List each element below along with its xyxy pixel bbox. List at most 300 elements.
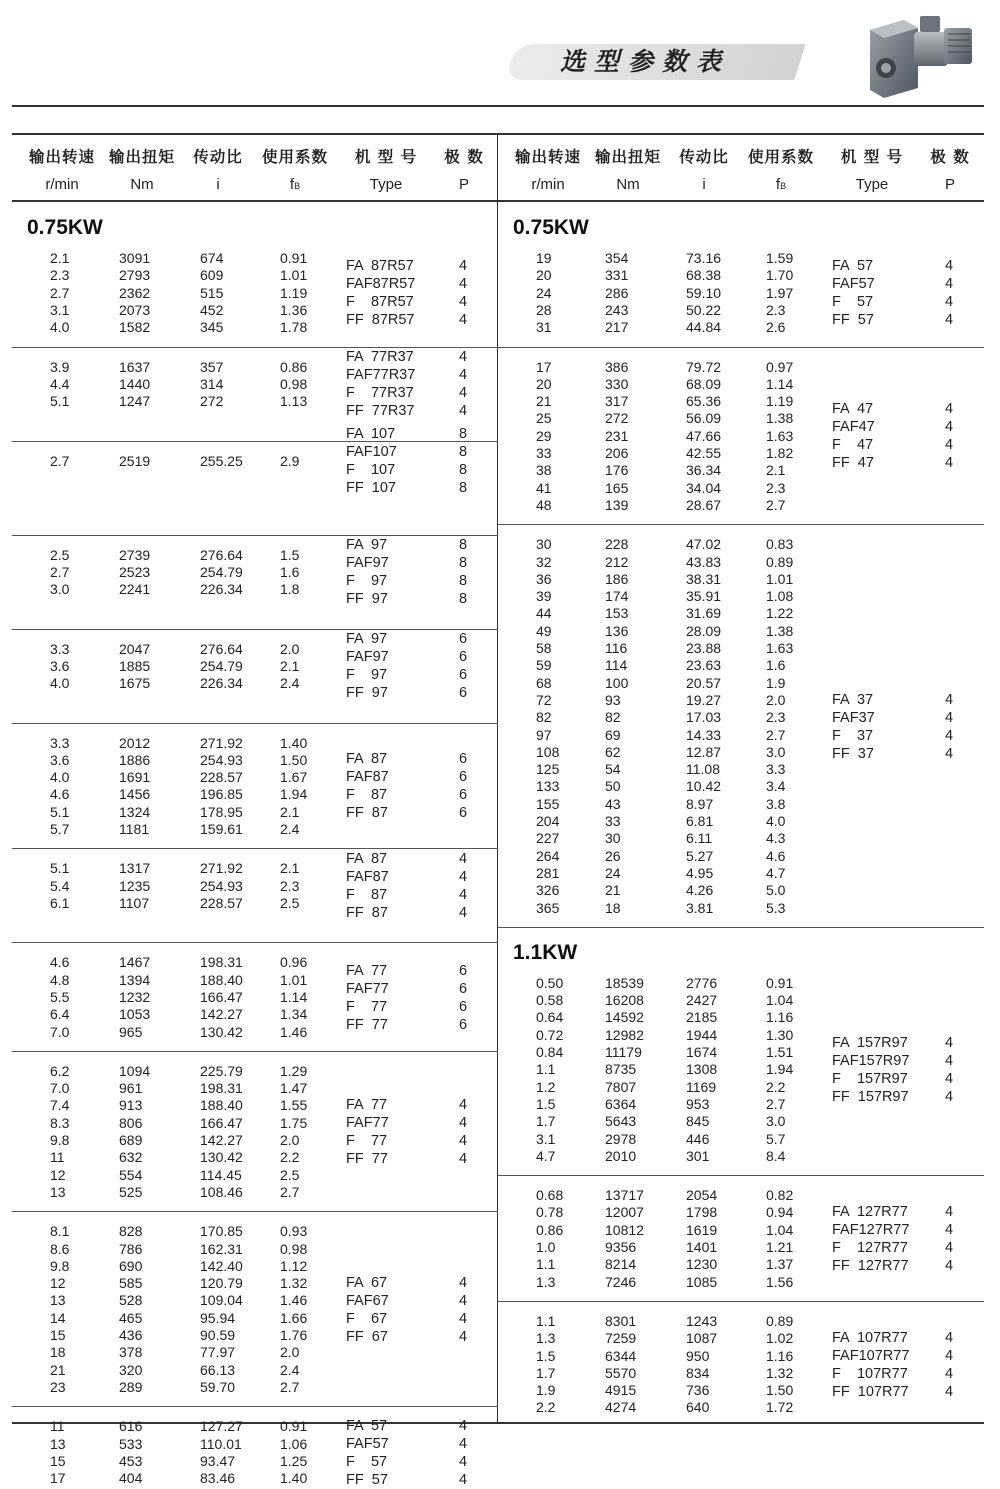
type-line bbox=[498, 1088, 984, 1106]
ratio-cell: 2776 bbox=[686, 974, 718, 991]
speed-cell: 8.3 bbox=[50, 1114, 70, 1131]
type-pole: 4 bbox=[459, 1310, 468, 1327]
type-pole: 4 bbox=[459, 1151, 468, 1167]
type-pole: 4 bbox=[945, 1070, 954, 1087]
header-ratio-unit: i bbox=[702, 176, 706, 193]
ratio-cell: 254.79 bbox=[200, 657, 243, 674]
type-model: FA 77 bbox=[346, 962, 388, 979]
group-separator bbox=[12, 723, 498, 724]
type-model: F 97 bbox=[346, 667, 388, 684]
speed-cell: 31 bbox=[536, 319, 552, 336]
factor-cell: 1.63 bbox=[766, 640, 794, 656]
torque-cell: 330 bbox=[605, 375, 629, 392]
ratio-cell: 56.09 bbox=[686, 410, 722, 427]
speed-cell: 0.50 bbox=[536, 974, 564, 991]
type-model: F 37 bbox=[832, 727, 874, 744]
type-pole: 4 bbox=[945, 1365, 954, 1382]
torque-cell: 212 bbox=[605, 553, 629, 570]
type-line bbox=[498, 709, 984, 727]
speed-cell: 2.7 bbox=[50, 452, 70, 469]
speed-cell: 33 bbox=[536, 445, 552, 461]
type-pole: 4 bbox=[459, 1435, 468, 1452]
speed-cell: 0.78 bbox=[536, 1204, 564, 1221]
ratio-cell: 109.04 bbox=[200, 1292, 243, 1309]
type-line bbox=[498, 418, 984, 436]
ratio-cell: 19.27 bbox=[686, 691, 722, 708]
type-line bbox=[498, 311, 984, 329]
speed-cell: 97 bbox=[536, 726, 552, 743]
torque-cell: 33 bbox=[605, 813, 621, 829]
torque-cell: 786 bbox=[119, 1240, 143, 1257]
type-pole: 8 bbox=[459, 573, 468, 590]
speed-cell: 20 bbox=[536, 267, 552, 284]
ratio-cell: 1944 bbox=[686, 1026, 718, 1043]
factor-cell: 0.91 bbox=[280, 1418, 308, 1435]
speed-cell: 41 bbox=[536, 479, 552, 496]
type-line bbox=[12, 384, 498, 402]
group-separator bbox=[498, 1175, 984, 1176]
type-pole: 8 bbox=[459, 480, 468, 497]
type-line bbox=[498, 1383, 984, 1401]
table-row bbox=[12, 1241, 332, 1258]
factor-cell: 3.4 bbox=[766, 778, 786, 795]
ratio-cell: 3.81 bbox=[686, 899, 714, 916]
factor-cell: 0.89 bbox=[766, 1312, 794, 1329]
type-line bbox=[498, 1239, 984, 1257]
torque-cell: 2523 bbox=[119, 563, 151, 580]
header-speed-unit: r/min bbox=[45, 176, 79, 193]
type-line bbox=[12, 402, 498, 420]
type-model: F 77 bbox=[346, 1133, 388, 1149]
ratio-cell: 166.47 bbox=[200, 1114, 243, 1131]
speed-cell: 82 bbox=[536, 709, 552, 726]
torque-cell: 231 bbox=[605, 427, 629, 444]
type-pole: 4 bbox=[459, 1328, 468, 1345]
torque-cell: 2978 bbox=[605, 1130, 637, 1147]
type-line bbox=[12, 479, 498, 497]
type-line bbox=[12, 886, 498, 904]
header-pole bbox=[434, 146, 494, 196]
factor-cell: 2.1 bbox=[280, 803, 300, 820]
type-model: FAF107R77 bbox=[832, 1347, 910, 1364]
speed-cell: 48 bbox=[536, 496, 552, 513]
type-pole: 4 bbox=[459, 294, 468, 311]
torque-cell: 2010 bbox=[605, 1147, 637, 1164]
header-speed bbox=[506, 146, 590, 196]
type-model: FA 87 bbox=[346, 751, 388, 768]
ratio-cell: 276.64 bbox=[200, 640, 243, 657]
ratio-cell: 31.69 bbox=[686, 605, 722, 622]
speed-cell: 4.6 bbox=[50, 954, 70, 971]
type-line bbox=[12, 768, 498, 786]
speed-cell: 264 bbox=[536, 847, 560, 864]
factor-cell: 3.3 bbox=[766, 761, 786, 778]
table-row bbox=[498, 376, 818, 393]
ratio-cell: 1401 bbox=[686, 1239, 718, 1255]
torque-cell: 1885 bbox=[119, 657, 151, 674]
speed-cell: 0.68 bbox=[536, 1187, 564, 1204]
type-line bbox=[12, 536, 498, 554]
torque-cell: 386 bbox=[605, 358, 629, 375]
type-model: FA 37 bbox=[832, 691, 874, 708]
speed-cell: 0.64 bbox=[536, 1009, 564, 1026]
type-pole: 4 bbox=[945, 1383, 954, 1400]
table-row bbox=[498, 497, 818, 514]
table-row bbox=[498, 1274, 818, 1291]
ratio-cell: 66.13 bbox=[200, 1361, 236, 1378]
torque-cell: 289 bbox=[119, 1378, 143, 1395]
type-model: FF 107R77 bbox=[832, 1383, 909, 1400]
type-pole: 4 bbox=[945, 455, 954, 472]
factor-cell: 0.94 bbox=[766, 1204, 794, 1221]
factor-cell: 1.01 bbox=[280, 971, 308, 988]
factor-cell: 1.13 bbox=[280, 393, 308, 410]
type-line bbox=[12, 1114, 498, 1132]
header-rule bbox=[12, 200, 984, 202]
type-line bbox=[12, 257, 498, 275]
ratio-cell: 159.61 bbox=[200, 821, 243, 837]
ratio-cell: 47.02 bbox=[686, 536, 722, 553]
factor-cell: 1.40 bbox=[280, 734, 308, 751]
torque-cell: 317 bbox=[605, 393, 629, 410]
torque-cell: 139 bbox=[605, 496, 629, 513]
type-model: FAF157R97 bbox=[832, 1052, 910, 1069]
torque-cell: 828 bbox=[119, 1223, 143, 1240]
type-line bbox=[12, 980, 498, 998]
speed-cell: 24 bbox=[536, 284, 552, 301]
type-pole: 4 bbox=[945, 419, 954, 436]
type-model: FA 87 bbox=[346, 851, 388, 868]
type-pole: 4 bbox=[945, 709, 954, 726]
type-line bbox=[498, 1329, 984, 1347]
factor-cell: 2.1 bbox=[280, 657, 300, 674]
speed-cell: 3.1 bbox=[536, 1130, 556, 1147]
type-model: FAF77 bbox=[346, 980, 389, 997]
torque-cell: 228 bbox=[605, 536, 629, 553]
type-line bbox=[12, 648, 498, 666]
header-pole-unit: P bbox=[944, 176, 955, 193]
torque-cell: 1053 bbox=[119, 1006, 151, 1023]
torque-cell: 1394 bbox=[119, 971, 151, 988]
speed-cell: 155 bbox=[536, 795, 560, 812]
torque-cell: 243 bbox=[605, 301, 629, 318]
type-line bbox=[12, 443, 498, 461]
factor-cell: 1.55 bbox=[280, 1097, 308, 1114]
factor-cell: 0.82 bbox=[766, 1187, 794, 1204]
type-pole: 6 bbox=[459, 751, 468, 768]
ratio-cell: 953 bbox=[686, 1095, 710, 1112]
torque-cell: 1181 bbox=[119, 821, 150, 837]
type-pole: 4 bbox=[459, 258, 468, 275]
type-line bbox=[12, 962, 498, 980]
header-type-zh: 机 型 号 bbox=[354, 148, 418, 166]
ratio-cell: 188.40 bbox=[200, 1097, 243, 1114]
factor-cell: 0.83 bbox=[766, 536, 794, 553]
table-row bbox=[498, 588, 818, 605]
table-row bbox=[12, 1258, 332, 1275]
speed-cell: 17 bbox=[50, 1470, 66, 1487]
factor-cell: 1.38 bbox=[766, 622, 794, 639]
speed-cell: 4.8 bbox=[50, 971, 70, 988]
type-line bbox=[498, 1365, 984, 1383]
ratio-cell: 68.09 bbox=[686, 375, 722, 392]
header-factor bbox=[739, 146, 823, 196]
torque-cell: 404 bbox=[119, 1470, 143, 1487]
torque-cell: 24 bbox=[605, 864, 621, 881]
speed-cell: 5.1 bbox=[50, 803, 70, 820]
ratio-cell: 834 bbox=[686, 1364, 710, 1381]
ratio-cell: 83.46 bbox=[200, 1470, 236, 1487]
torque-cell: 18 bbox=[605, 899, 621, 916]
ratio-cell: 1798 bbox=[686, 1204, 718, 1221]
torque-cell: 1582 bbox=[119, 319, 151, 336]
speed-cell: 30 bbox=[536, 536, 552, 553]
speed-cell: 4.4 bbox=[50, 375, 70, 392]
torque-cell: 4915 bbox=[605, 1382, 637, 1399]
type-pole: 6 bbox=[459, 998, 468, 1015]
speed-cell: 3.1 bbox=[50, 301, 70, 318]
header-type bbox=[341, 146, 431, 196]
speed-cell: 2.5 bbox=[50, 546, 70, 563]
ratio-cell: 198.31 bbox=[200, 954, 243, 971]
torque-cell: 3091 bbox=[119, 250, 151, 266]
group-separator bbox=[12, 1051, 498, 1052]
speed-cell: 326 bbox=[536, 882, 560, 899]
type-pole: 4 bbox=[945, 1088, 954, 1105]
speed-cell: 1.0 bbox=[536, 1239, 556, 1255]
ratio-cell: 1087 bbox=[686, 1330, 718, 1347]
type-line bbox=[12, 868, 498, 886]
torque-cell: 11179 bbox=[605, 1044, 642, 1060]
factor-cell: 1.50 bbox=[766, 1382, 794, 1399]
type-line bbox=[12, 1471, 498, 1489]
ratio-cell: 162.31 bbox=[200, 1240, 243, 1257]
group-separator bbox=[12, 347, 498, 348]
factor-cell: 1.36 bbox=[280, 301, 308, 318]
factor-cell: 2.0 bbox=[280, 1344, 300, 1361]
speed-cell: 133 bbox=[536, 778, 560, 795]
factor-cell: 2.9 bbox=[280, 452, 300, 469]
type-line bbox=[498, 1203, 984, 1221]
type-pole: 4 bbox=[459, 905, 468, 922]
type-model: FF 47 bbox=[832, 455, 874, 472]
type-pole: 4 bbox=[945, 691, 954, 708]
factor-cell: 2.2 bbox=[280, 1149, 300, 1166]
factor-cell: 1.63 bbox=[766, 427, 794, 444]
type-model: FF 127R77 bbox=[832, 1258, 909, 1274]
speed-cell: 227 bbox=[536, 830, 560, 847]
factor-cell: 1.19 bbox=[280, 284, 308, 301]
torque-cell: 82 bbox=[605, 709, 621, 726]
ratio-cell: 127.27 bbox=[200, 1418, 243, 1435]
torque-cell: 21 bbox=[605, 882, 621, 899]
factor-cell: 2.7 bbox=[766, 496, 786, 513]
section-title: 1.1KW bbox=[513, 940, 578, 964]
type-pole: 6 bbox=[459, 787, 468, 804]
ratio-cell: 68.38 bbox=[686, 267, 722, 284]
torque-cell: 136 bbox=[605, 622, 629, 639]
ratio-cell: 59.70 bbox=[200, 1378, 236, 1395]
speed-cell: 49 bbox=[536, 622, 552, 639]
type-model: F 107R77 bbox=[832, 1365, 908, 1382]
group-separator bbox=[498, 347, 984, 348]
torque-cell: 16208 bbox=[605, 992, 644, 1009]
torque-cell: 10812 bbox=[605, 1221, 644, 1238]
factor-cell: 3.0 bbox=[766, 743, 786, 760]
type-pole: 8 bbox=[459, 444, 468, 461]
ratio-cell: 59.10 bbox=[686, 284, 722, 301]
table-row bbox=[498, 605, 818, 622]
type-line bbox=[12, 572, 498, 590]
torque-cell: 1675 bbox=[119, 675, 151, 692]
group-separator bbox=[12, 848, 498, 849]
speed-cell: 1.1 bbox=[536, 1312, 556, 1329]
type-pole: 4 bbox=[459, 851, 468, 868]
type-model: FA 107R77 bbox=[832, 1329, 908, 1346]
speed-cell: 125 bbox=[536, 761, 560, 778]
torque-cell: 2362 bbox=[119, 284, 151, 301]
torque-cell: 1637 bbox=[119, 358, 151, 375]
header-torque bbox=[100, 146, 184, 196]
type-model: FAF97 bbox=[346, 649, 389, 666]
factor-cell: 1.75 bbox=[280, 1114, 308, 1131]
speed-cell: 15 bbox=[50, 1452, 66, 1469]
speed-cell: 9.8 bbox=[50, 1132, 70, 1148]
type-pole: 4 bbox=[945, 276, 954, 293]
ratio-cell: 674 bbox=[200, 250, 224, 266]
speed-cell: 4.7 bbox=[536, 1147, 556, 1164]
page-title: 选型参数表 bbox=[560, 47, 731, 76]
speed-cell: 1.3 bbox=[536, 1273, 556, 1290]
speed-cell: 1.1 bbox=[536, 1061, 556, 1078]
type-pole: 4 bbox=[945, 1347, 954, 1364]
table-row bbox=[498, 675, 818, 692]
ratio-cell: 255.25 bbox=[200, 452, 243, 469]
speed-cell: 17 bbox=[536, 358, 552, 375]
torque-cell: 632 bbox=[119, 1149, 143, 1166]
type-model: FAF77R37 bbox=[346, 367, 416, 384]
factor-cell: 1.16 bbox=[766, 1009, 794, 1026]
type-pole: 8 bbox=[459, 426, 468, 443]
type-model: FF 77 bbox=[346, 1016, 388, 1033]
ratio-cell: 93.47 bbox=[200, 1452, 236, 1469]
header-ratio-unit: i bbox=[216, 176, 220, 193]
type-model: FAF87 bbox=[346, 769, 389, 786]
speed-cell: 7.0 bbox=[50, 1080, 70, 1097]
type-pole: 6 bbox=[459, 980, 468, 997]
table-row bbox=[498, 480, 818, 497]
header-pole-zh: 极 数 bbox=[444, 148, 484, 166]
torque-cell: 186 bbox=[605, 570, 629, 587]
speed-cell: 29 bbox=[536, 427, 552, 444]
torque-cell: 2519 bbox=[119, 452, 151, 469]
type-model: FA 57 bbox=[832, 258, 874, 275]
factor-cell: 0.91 bbox=[280, 250, 308, 266]
torque-cell: 965 bbox=[119, 1023, 143, 1040]
speed-cell: 2.3 bbox=[50, 267, 70, 284]
type-pole: 4 bbox=[459, 367, 468, 384]
torque-cell: 616 bbox=[119, 1418, 143, 1435]
speed-cell: 4.0 bbox=[50, 769, 70, 786]
table-row bbox=[498, 778, 818, 795]
type-model: F 57 bbox=[832, 294, 874, 311]
factor-cell: 1.5 bbox=[280, 546, 300, 563]
table-row bbox=[12, 1344, 332, 1361]
ratio-cell: 357 bbox=[200, 358, 224, 375]
type-line bbox=[498, 1257, 984, 1275]
type-line bbox=[498, 400, 984, 418]
table-row bbox=[498, 882, 818, 899]
speed-cell: 13 bbox=[50, 1183, 66, 1200]
ratio-cell: 950 bbox=[686, 1347, 710, 1364]
header-torque-unit: Nm bbox=[130, 176, 154, 193]
torque-cell: 30 bbox=[605, 830, 621, 847]
factor-cell: 5.7 bbox=[766, 1130, 786, 1147]
ratio-cell: 90.59 bbox=[200, 1327, 236, 1343]
header-type bbox=[827, 146, 917, 196]
speed-cell: 15 bbox=[50, 1327, 66, 1343]
factor-cell: 1.02 bbox=[766, 1330, 794, 1347]
torque-cell: 1886 bbox=[119, 751, 151, 768]
speed-cell: 68 bbox=[536, 674, 552, 691]
group-separator bbox=[12, 1211, 498, 1212]
section-title: 0.75KW bbox=[513, 216, 589, 239]
ratio-cell: 2054 bbox=[686, 1187, 718, 1204]
speed-cell: 1.5 bbox=[536, 1347, 556, 1364]
table-row bbox=[498, 848, 818, 865]
type-model: F 87 bbox=[346, 887, 388, 904]
type-pole: 4 bbox=[459, 349, 468, 366]
type-model: FA 87R57 bbox=[346, 258, 414, 275]
torque-cell: 116 bbox=[605, 640, 628, 656]
factor-cell: 0.96 bbox=[280, 954, 308, 971]
speed-cell: 1.5 bbox=[536, 1095, 556, 1112]
table-row bbox=[498, 975, 818, 992]
ratio-cell: 4.95 bbox=[686, 864, 714, 881]
torque-cell: 1094 bbox=[119, 1062, 151, 1079]
ratio-cell: 8.97 bbox=[686, 795, 714, 812]
torque-cell: 961 bbox=[119, 1080, 143, 1097]
torque-cell: 13717 bbox=[605, 1187, 644, 1204]
speed-cell: 20 bbox=[536, 375, 552, 392]
header-speed-unit: r/min bbox=[531, 176, 565, 193]
factor-cell: 3.8 bbox=[766, 795, 786, 812]
ratio-cell: 65.36 bbox=[686, 393, 722, 410]
factor-cell: 1.01 bbox=[280, 267, 308, 284]
torque-cell: 2739 bbox=[119, 546, 151, 563]
speed-cell: 9.8 bbox=[50, 1257, 70, 1274]
type-pole: 4 bbox=[945, 401, 954, 418]
speed-cell: 204 bbox=[536, 813, 560, 829]
torque-cell: 689 bbox=[119, 1132, 143, 1148]
torque-cell: 165 bbox=[605, 479, 629, 496]
header-type-unit: Type bbox=[855, 176, 889, 193]
table-row bbox=[498, 1313, 818, 1330]
ratio-cell: 6.11 bbox=[686, 830, 713, 847]
type-pole: 4 bbox=[945, 312, 954, 329]
factor-cell: 2.1 bbox=[280, 860, 300, 877]
type-model: FAF107 bbox=[346, 444, 397, 461]
ratio-cell: 34.04 bbox=[686, 479, 722, 496]
ratio-cell: 95.94 bbox=[200, 1309, 236, 1326]
torque-cell: 1456 bbox=[119, 786, 151, 803]
torque-cell: 100 bbox=[605, 674, 629, 691]
torque-cell: 436 bbox=[119, 1327, 143, 1343]
header-ratio-zh: 传动比 bbox=[679, 148, 729, 166]
type-line bbox=[12, 1292, 498, 1310]
type-model: FAF57 bbox=[832, 276, 875, 293]
factor-cell: 1.51 bbox=[766, 1044, 794, 1060]
